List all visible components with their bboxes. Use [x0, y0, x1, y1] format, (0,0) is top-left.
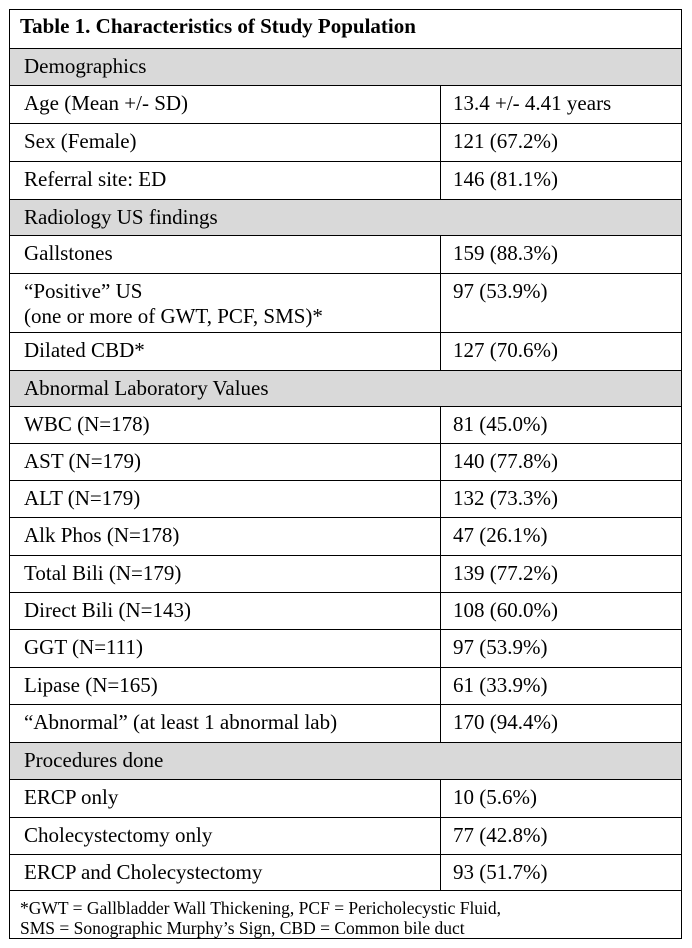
row-label: “Positive” US	[24, 279, 143, 303]
row-label: GGT (N=111)	[10, 630, 441, 667]
row-label: WBC (N=178)	[10, 407, 441, 443]
row-label-line2: (one or more of GWT, PCF, SMS)*	[24, 304, 323, 328]
table-row	[10, 407, 681, 444]
table-row	[10, 162, 681, 200]
row-label-multiline	[10, 274, 441, 332]
row-label: Sex (Female)	[10, 124, 441, 161]
row-value: 170 (94.4%)	[453, 710, 558, 734]
row-label: Referral site: ED	[10, 162, 441, 199]
row-label: Alk Phos (N=178)	[10, 518, 441, 555]
row-value: 10 (5.6%)	[453, 785, 537, 809]
section-header-label: Radiology US findings	[24, 205, 218, 229]
row-label: Lipase (N=165)	[10, 668, 441, 704]
row-value: 146 (81.1%)	[453, 167, 558, 191]
table-row	[10, 630, 681, 668]
table-row	[10, 705, 681, 743]
row-value: 47 (26.1%)	[453, 523, 548, 547]
table-footnote-row	[10, 891, 681, 938]
row-value: 108 (60.0%)	[453, 598, 558, 622]
row-label: “Abnormal” (at least 1 abnormal lab)	[10, 705, 441, 742]
row-value: 97 (53.9%)	[453, 635, 548, 659]
footnote-line-2: SMS = Sonographic Murphy’s Sign, CBD = Common bile duct	[20, 918, 465, 938]
table-row	[10, 274, 681, 333]
row-value: 93 (51.7%)	[453, 860, 548, 884]
row-value: 77 (42.8%)	[453, 823, 548, 847]
table-row	[10, 236, 681, 274]
table-row	[10, 333, 681, 371]
table-row	[10, 780, 681, 818]
row-value: 139 (77.2%)	[453, 561, 558, 585]
row-value: 127 (70.6%)	[453, 338, 558, 362]
table-row	[10, 124, 681, 162]
table-row	[10, 86, 681, 124]
row-label: AST (N=179)	[10, 444, 441, 480]
row-label: Age (Mean +/- SD)	[10, 86, 441, 123]
row-label: Direct Bili (N=143)	[10, 593, 441, 629]
section-header-label: Abnormal Laboratory Values	[24, 376, 269, 400]
row-label: ERCP and Cholecystectomy	[10, 855, 441, 890]
characteristics-table	[9, 9, 682, 939]
row-value: 132 (73.3%)	[453, 486, 558, 510]
row-label: ERCP only	[10, 780, 441, 817]
table-title: Table 1. Characteristics of Study Population	[20, 14, 416, 38]
section-header-demographics	[10, 49, 681, 86]
footnote-line-1: *GWT = Gallbladder Wall Thickening, PCF = Pericholecystic Fluid,	[20, 898, 502, 918]
table-footnote	[10, 891, 681, 938]
row-label: Gallstones	[10, 236, 441, 273]
table-row	[10, 481, 681, 518]
section-header-label: Procedures done	[24, 748, 164, 772]
section-header-radiology	[10, 200, 681, 236]
table-row	[10, 855, 681, 891]
row-value: 61 (33.9%)	[453, 673, 548, 697]
table-row	[10, 593, 681, 630]
row-label: Total Bili (N=179)	[10, 556, 441, 592]
table-title-row	[10, 10, 681, 49]
row-label: Dilated CBD*	[10, 333, 441, 370]
section-header-label: Demographics	[24, 54, 147, 78]
table-row	[10, 518, 681, 556]
section-header-labs	[10, 371, 681, 407]
row-value: 81 (45.0%)	[453, 412, 548, 436]
row-label: ALT (N=179)	[10, 481, 441, 517]
row-value: 140 (77.8%)	[453, 449, 558, 473]
table-row	[10, 444, 681, 481]
row-value: 121 (67.2%)	[453, 129, 558, 153]
row-label: Cholecystectomy only	[10, 818, 441, 854]
row-value: 13.4 +/- 4.41 years	[453, 91, 612, 115]
row-value: 159 (88.3%)	[453, 241, 558, 265]
table-row	[10, 818, 681, 855]
table-row	[10, 556, 681, 593]
table-row	[10, 668, 681, 705]
section-header-procedures	[10, 743, 681, 780]
row-value: 97 (53.9%)	[453, 279, 548, 303]
